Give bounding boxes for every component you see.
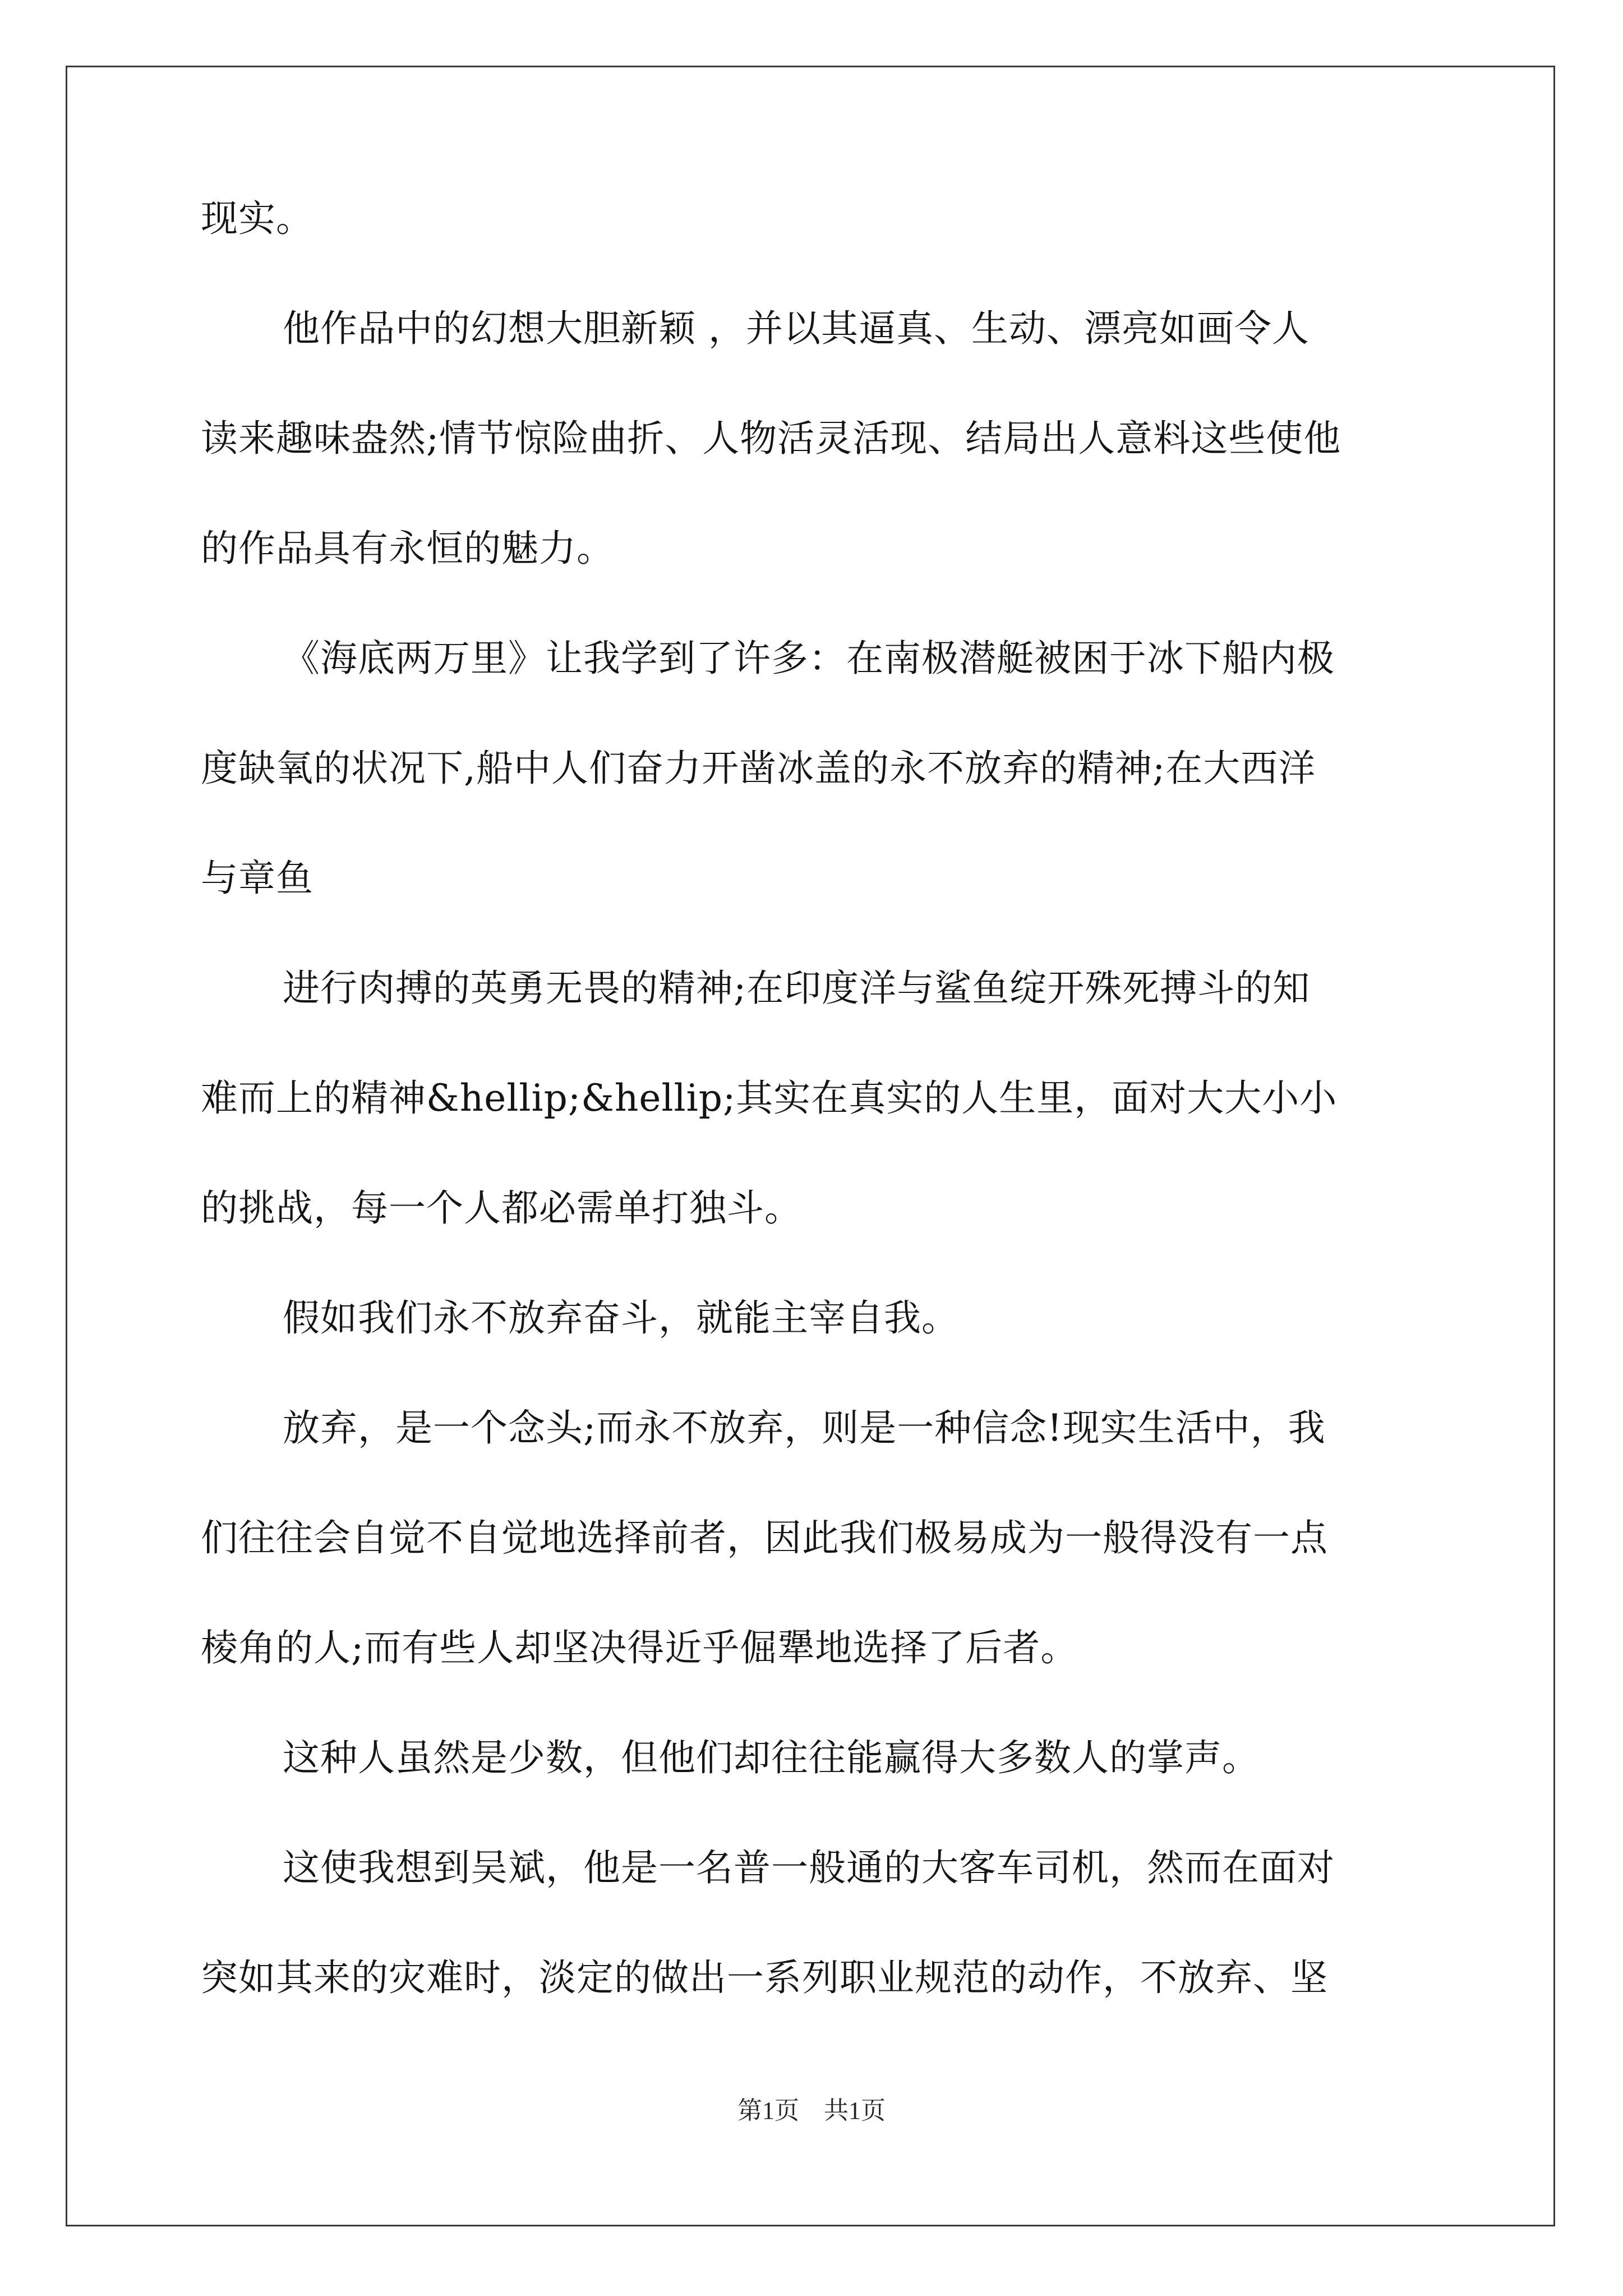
text-line: 棱角的人;而有些人却坚决得近乎倔犟地选择了后者。: [201, 1626, 1078, 1669]
text-line: 难而上的精神&hellip;&hellip;其实在真实的人生里，面对大大小小: [201, 1076, 1338, 1120]
text-line: 读来趣味盎然;情节惊险曲折、人物活灵活现、结局出人意料这些使他: [201, 417, 1341, 460]
text-line: 的作品具有永恒的魅力。: [201, 527, 614, 570]
text-line: 现实。: [201, 197, 313, 240]
text-line: 突如其来的灾难时，淡定的做出一系列职业规范的动作，不放弃、坚: [201, 1956, 1328, 1999]
text-line: 们往往会自觉不自觉地选择前者，因此我们极易成为一般得没有一点: [201, 1516, 1328, 1559]
text-line: 度缺氧的状况下,船中人们奋力开凿冰盖的永不放弃的精神;在大西洋: [201, 747, 1316, 790]
paragraph-first-line: 他作品中的幻想大胆新颖 ，并以其逼真、生动、漂亮如画令人: [283, 307, 1310, 350]
paragraph-first-line: 假如我们永不放弃奋斗，就能主宰自我。: [283, 1296, 959, 1340]
paragraph-first-line: 这种人虽然是少数，但他们却往往能赢得大多数人的掌声。: [283, 1736, 1260, 1779]
page-border: [66, 66, 1555, 2226]
paragraph-first-line: 放弃，是一个念头;而永不放弃，则是一种信念!现实生活中，我: [283, 1406, 1326, 1450]
page-number-footer: 第1页 共1页: [737, 2097, 886, 2124]
text-line: 的挑战，每一个人都必需单打独斗。: [201, 1186, 802, 1230]
paragraph-first-line: 进行肉搏的英勇无畏的精神;在印度洋与鲨鱼绽开殊死搏斗的知: [283, 967, 1311, 1010]
text-line: 与章鱼: [201, 857, 313, 900]
paragraph-first-line: 《海底两万里》让我学到了许多：在南极潜艇被困于冰下船内极: [283, 637, 1335, 680]
paragraph-first-line: 这使我想到吴斌，他是一名普一般通的大客车司机，然而在面对: [283, 1846, 1335, 1889]
